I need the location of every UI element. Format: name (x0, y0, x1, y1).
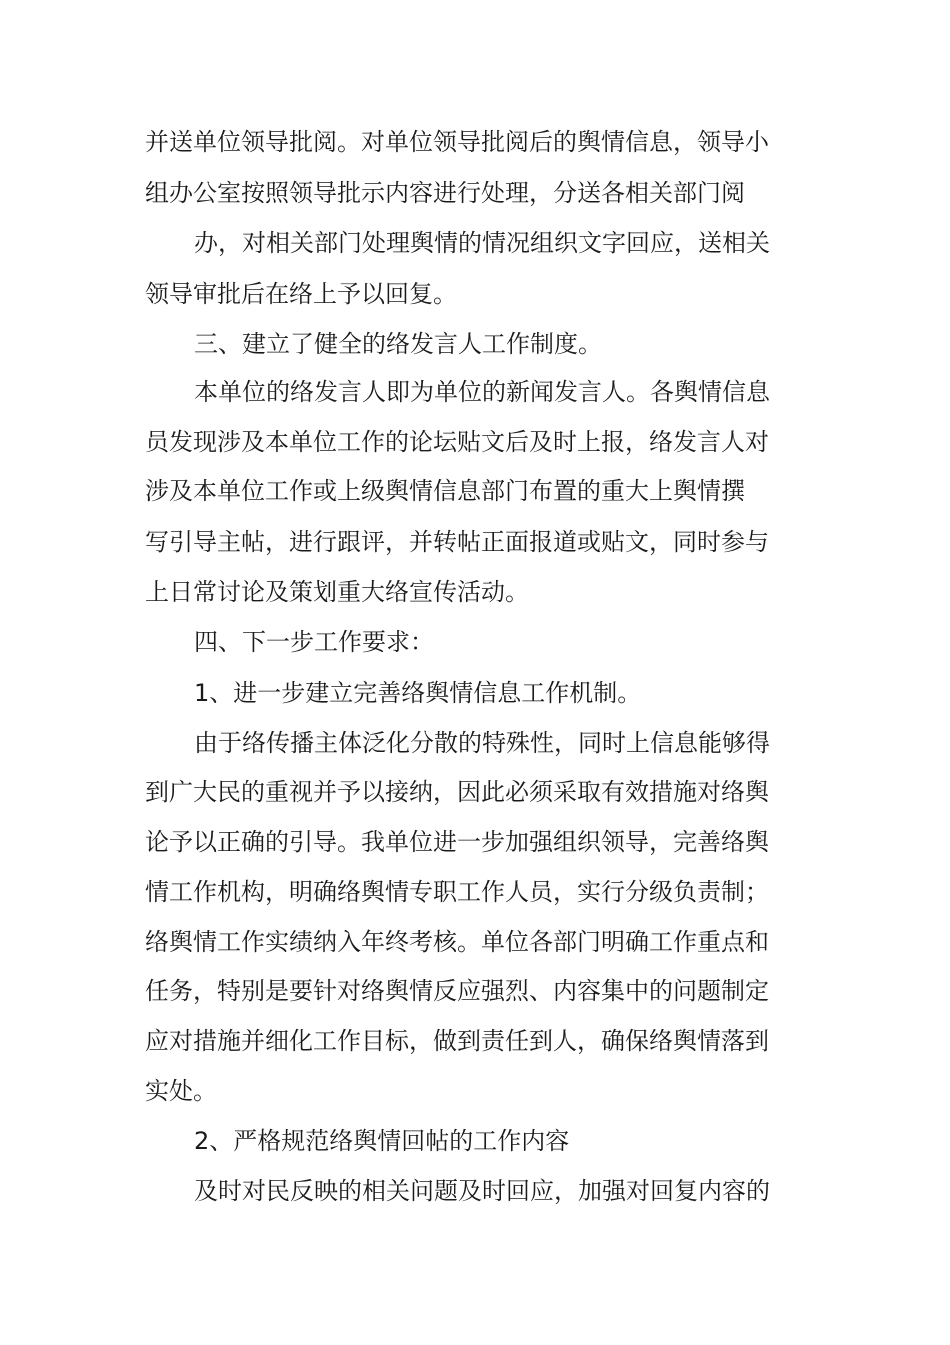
text-line: 办，对相关部门处理舆情的情况组织文字回应，送相关 (194, 229, 770, 257)
text-line: 到广大民的重视并予以接纳，因此必须采取有效措施对络舆 (145, 778, 769, 806)
text-line: 上日常讨论及策划重大络宣传活动。 (145, 578, 529, 606)
text-line: 论予以正确的引导。我单位进一步加强组织领导，完善络舆 (145, 828, 769, 856)
text-line: 由于络传播主体泛化分散的特殊性，同时上信息能够得 (194, 729, 770, 757)
text-line: 实处。 (145, 1077, 217, 1105)
text-line: 员发现涉及本单位工作的论坛贴文后及时上报，络发言人对 (145, 428, 769, 456)
text-line: 情工作机构，明确络舆情专职工作人员，实行分级负责制； (145, 878, 769, 906)
text-line: 涉及本单位工作或上级舆情信息部门布置的重大上舆情撰 (145, 477, 745, 505)
subsection-heading: 2、严格规范络舆情回帖的工作内容 (194, 1127, 570, 1155)
text-line: 组办公室按照领导批示内容进行处理，分送各相关部门阅 (145, 179, 745, 207)
text-line: 领导审批后在络上予以回复。 (145, 280, 457, 308)
text-line: 并送单位领导批阅。对单位领导批阅后的舆情信息，领导小 (145, 128, 769, 156)
section-heading: 四、下一步工作要求： (194, 628, 434, 656)
text-line: 络舆情工作实绩纳入年终考核。单位各部门明确工作重点和 (145, 928, 769, 956)
section-heading: 三、建立了健全的络发言人工作制度。 (194, 330, 602, 358)
text-line: 写引导主帖，进行跟评，并转帖正面报道或贴文，同时参与 (145, 528, 769, 556)
text-line: 应对措施并细化工作目标，做到责任到人，确保络舆情落到 (145, 1027, 769, 1055)
text-line: 及时对民反映的相关问题及时回应，加强对回复内容的 (194, 1177, 770, 1205)
text-line: 任务，特别是要针对络舆情反应强烈、内容集中的问题制定 (145, 977, 769, 1005)
text-line: 本单位的络发言人即为单位的新闻发言人。各舆情信息 (194, 378, 770, 406)
subsection-heading: 1、进一步建立完善络舆情信息工作机制。 (194, 679, 642, 707)
